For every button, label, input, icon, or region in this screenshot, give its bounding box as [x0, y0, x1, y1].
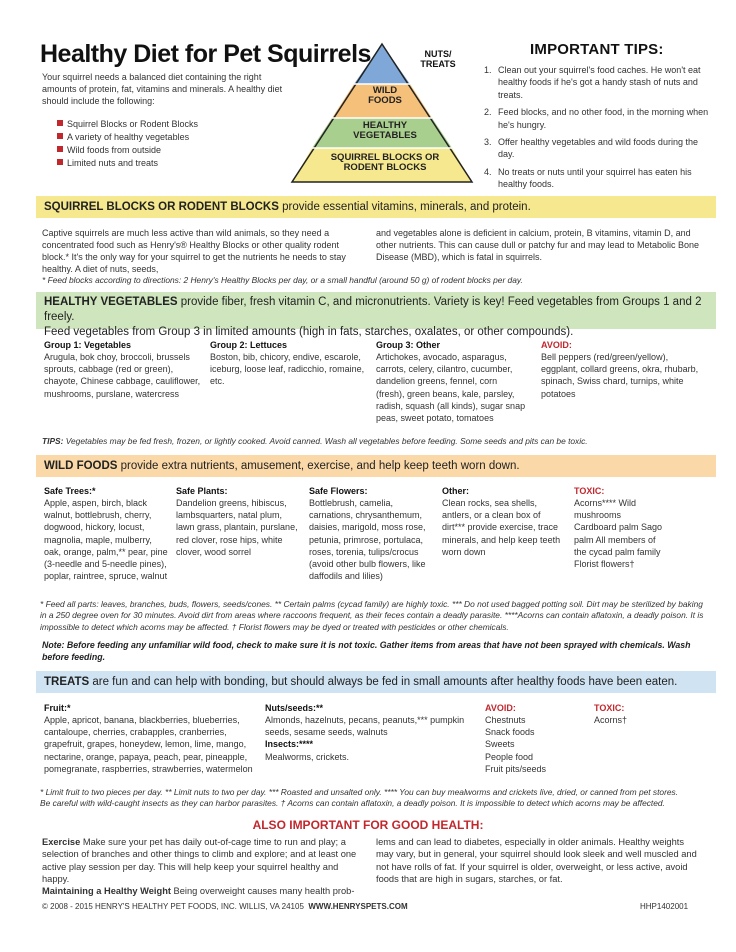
- bullet-item: Wild foods from outside: [57, 144, 198, 157]
- tip-item: 3. Offer healthy vegetables and wild foods during the day.: [484, 137, 698, 160]
- veg-group-1: Group 1: Vegetables Arugula, bok choy, broccoli, brussels sprouts, cabbage (red or green), chayote, Chinese cabbage, cauliflower, mushrooms, purslane, watercress: [44, 340, 201, 399]
- treats-avoid: AVOID: Chestnuts Snack foods Sweets People food Fruit pits/seeds: [485, 703, 547, 774]
- blocks-heading: SQUIRREL BLOCKS OR RODENT BLOCKS: [44, 201, 279, 213]
- pyramid-label-blocks: SQUIRREL BLOCKS OR RODENT BLOCKS: [330, 152, 440, 174]
- tip-item: 1. Clean out your squirrel's food caches. He won't eat healthy foods if he's got a handy stash of nuts and treats.: [484, 65, 701, 100]
- wild-safe-plants: Safe Plants: Dandelion greens, hibiscus, lambsquarters, natal plum, lawn grass, plantain, purslane, red clover, rose hips, white clover, wood sorrel: [176, 486, 298, 557]
- wild-band: [36, 455, 716, 477]
- vegetables-tagline-2: Feed vegetables from Group 3 in limited amounts (high in fats, starches, oxalates, or other compounds).: [44, 325, 574, 338]
- pyramid-label-vegetables: HEALTHY VEGETABLES: [353, 120, 417, 142]
- also-heading: ALSO IMPORTANT FOR GOOD HEALTH:: [252, 818, 484, 832]
- bullet-item: Squirrel Blocks or Rodent Blocks: [57, 118, 198, 131]
- bullet-item: Limited nuts and treats: [57, 157, 198, 170]
- treats-heading: TREATS: [44, 676, 90, 688]
- veg-group-3: Group 3: Other Artichokes, avocado, asparagus, carrots, celery, cilantro, cucumber, dandelion greens, fennel, corn (fresh), green beans, kale, parsley, radish, squash (all kinds), sugar snap peas, sweet potato, tomatoes: [376, 340, 526, 423]
- veg-avoid: AVOID: Bell peppers (red/green/yellow), eggplant, collard greens, okra, rhubarb, spinach, Swiss chard, turnips, white potatoes: [541, 340, 699, 399]
- vegetables-heading: HEALTHY VEGETABLES: [44, 296, 178, 308]
- vegetables-tagline: provide fiber, fresh vitamin C, and micronutrients. Variety is key! Feed vegetables from Groups 1 and 2 freely.: [44, 296, 702, 323]
- blocks-col2: and vegetables alone is deficient in calcium, protein, B vitamins, vitamin D, and other nutrients. This can cause dull or patchy fur and may lead to Metabolic Bone Disease (MBD), which is fatal in squirrels.: [376, 228, 700, 263]
- vegetables-band: [36, 292, 716, 338]
- intro-text: Your squirrel needs a balanced diet containing the right amounts of protein, fat, vitamins and minerals. A healthy diet should include the following:: [42, 72, 283, 106]
- veg-group-2: Group 2: Lettuces Boston, bib, chicory, endive, escarole, iceburg, loose leaf, radicchio, romaine, etc.: [210, 340, 365, 387]
- tip-item: 2. Feed blocks, and no other food, in the morning when he's hungry.: [484, 107, 709, 130]
- wild-safe-flowers: Safe Flowers: Bottlebrush, camelia, carnations, chrysanthemum, daisies, marigold, moss rose, petunia, primrose, portulaca, roses, torenia, tulips/crocus (avoid other bulb flowers, like daffodils and lilies): [309, 486, 426, 581]
- page-title: Healthy Diet for Pet Squirrels: [40, 40, 371, 68]
- blocks-tagline: provide essential vitamins, minerals, and protein.: [278, 201, 531, 213]
- blocks-col1: Captive squirrels are much less active than wild animals, so they need a concentrated food such as Henry's® Healthy Blocks or other quality rodent block.* It's the only way for your squirrel to get the nutrients he needs to stay healthy. A diet of nuts, seeds,: [42, 228, 346, 275]
- treats-band: [36, 671, 716, 693]
- bullet-item: A variety of healthy vegetables: [57, 131, 198, 144]
- treats-tagline: are fun and can help with bonding, but should always be fed in small amounts after healthy foods have been eaten.: [89, 676, 678, 688]
- blocks-band: [36, 196, 716, 218]
- wild-other: Other: Clean rocks, sea shells, antlers, or a clean box of dirt*** provide exercise, trace minerals, and help keep teeth worn down: [442, 486, 561, 557]
- footer-code: HHP1402001: [640, 902, 689, 911]
- footer-copyright: © 2008 - 2015 HENRY'S HEALTHY PET FOODS, INC. WILLIS, VA 24105 WWW.HENRYSPETS.COM: [42, 902, 408, 911]
- also-col1: Exercise Make sure your pet has daily out-of-cage time to run and play; a selection of branches and other things to climb and explore; and at least one active play session per day. This will help keep your squirrel healthy and happy. Maintaining a Healthy Weight Being overweight causes many health prob-: [42, 837, 357, 897]
- treats-footnote: * Limit fruit to two pieces per day. ** Limit nuts to two per day. *** Roasted and unsalted only. **** You can buy mealworms and crickets live, dried, or canned from pet stores. Be careful with wild-caught insects as they can harbor parasites. † Acorns can contain aflatoxin, a deadly poison. It is impossible to detect which acorns may be affected.: [40, 787, 679, 809]
- tips-list: [484, 64, 714, 196]
- blocks-footnote: * Feed blocks according to directions: 2 Henry's Healthy Blocks per day, or a small handful (around 50 g) of rodent blocks per day.: [42, 275, 523, 285]
- wild-heading: WILD FOODS: [44, 460, 118, 472]
- pyramid-tier-treats: [354, 44, 410, 84]
- treats-fruit: Fruit:* Apple, apricot, banana, blackberries, blueberries, cantaloupe, cherries, crabapples, cranberries, grapefruit, grapes, honeydew, lemon, lime, mango, nectarine, orange, papaya, peach, pear, pineapple, pomegranate, raspberries, strawberries, watermelon: [44, 703, 253, 774]
- diet-bullet-list: [57, 118, 198, 170]
- wild-toxic: TOXIC: Acorns**** Wild mushrooms Cardboard palm Sago palm All members of the cycad palm family Florist flowers†: [574, 486, 663, 569]
- vegetables-tips: TIPS: Vegetables may be fed fresh, frozen, or lightly cooked. Avoid canned. Wash all vegetables before feeding. Some seeds and pits can be toxic.: [42, 436, 588, 446]
- pyramid-label-wild: WILD FOODS: [368, 85, 402, 107]
- pyramid-label-treats: NUTS/ TREATS: [420, 49, 456, 69]
- treats-toxic: TOXIC: Acorns†: [594, 703, 628, 726]
- tip-item: 4. No treats or nuts until your squirrel has eaten his healthy foods.: [484, 166, 692, 190]
- tips-heading: IMPORTANT TIPS:: [530, 41, 664, 58]
- treats-nuts: Nuts/seeds:** Almonds, hazelnuts, pecans, peanuts,*** pumpkin seeds, sesame seeds, walnuts Insects:**** Mealworms, crickets.: [265, 703, 465, 762]
- wild-footnote: * Feed all parts: leaves, branches, buds, flowers, seeds/cones. ** Certain palms (cycad family) are highly toxic. *** Do not used bagged potting soil. Dirt may be sterilized by baking in a 250 degree oven for 30 minutes. Avoid dirt from areas where raccoons frequent, as their feces contain a deadly parasite. ****Acorns can contain aflatoxin, a deadly poison. It is impossible to detect which acorns may be affected. † Florist flowers may be dyed or treated with pesticides or other chemicals.: [40, 599, 704, 632]
- also-col2: lems and can lead to diabetes, especially in older animals. Healthy weights may vary, but in general, your squirrel should look sleek and well muscled and not have rolls of fat. If your squirrel is older, overweight, or less active, avoid foods that are high in sugars, starches, or fat.: [376, 837, 697, 884]
- footer-url[interactable]: WWW.HENRYSPETS.COM: [308, 902, 408, 911]
- wild-tagline: provide extra nutrients, amusement, exercise, and help keep teeth worn down.: [117, 460, 520, 472]
- wild-safe-trees: Safe Trees:* Apple, aspen, birch, black walnut, bottlebrush, cherry, dogwood, hickory, locust, magnolia, maple, mulberry, oak, orange, palm,** pear, pine (3-needle and 5-needle pines), poplar, raintree, spruce, walnut: [44, 486, 168, 581]
- wild-warning: Note: Before feeding any unfamiliar wild food, check to make sure it is not toxic. Gather items from areas that have not been sprayed with chemicals. Wash before feeding.: [42, 640, 691, 662]
